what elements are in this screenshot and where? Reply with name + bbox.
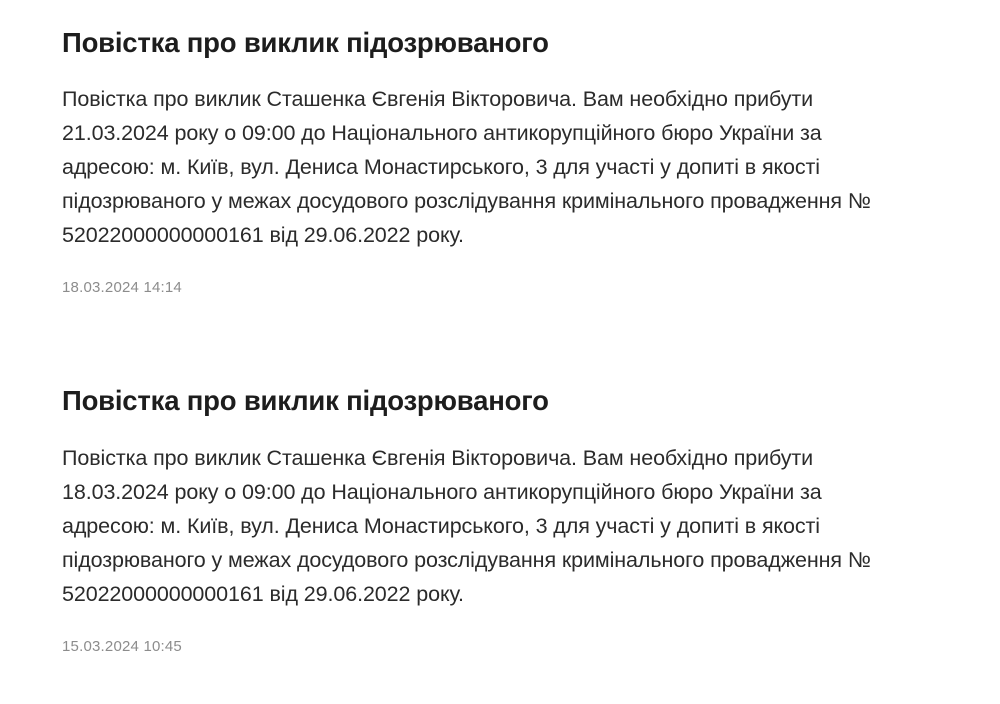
notice-item xyxy=(62,384,940,656)
notice-timestamp: 15.03.2024 10:45 xyxy=(62,637,182,655)
notice-title: Повістка про виклик підозрюваного xyxy=(62,385,549,417)
notice-body: Повістка про виклик Сташенка Євгенія Вікторовича. Вам необхідно прибути 21.03.2024 року о 09:00 до Національного антикорупційного бюро України за адресою: м. Київ, вул. Дениса Монастирського, 3 для участі у допиті в якості підозрюваного у межах досудового розслідування кримінального провадження № 52022000000000161 від 29.06.2022 року. xyxy=(62,87,871,248)
notice-body: Повістка про виклик Сташенка Євгенія Вікторовича. Вам необхідно прибути 18.03.2024 року о 09:00 до Національного антикорупційного бюро України за адресою: м. Київ, вул. Дениса Монастирського, 3 для участі у допиті в якості підозрюваного у межах досудового розслідування кримінального провадження № 52022000000000161 від 29.06.2022 року. xyxy=(62,445,871,606)
notice-timestamp: 18.03.2024 14:14 xyxy=(62,279,182,297)
notice-item xyxy=(62,26,940,298)
notice-title: Повістка про виклик підозрюваного xyxy=(62,27,549,58)
